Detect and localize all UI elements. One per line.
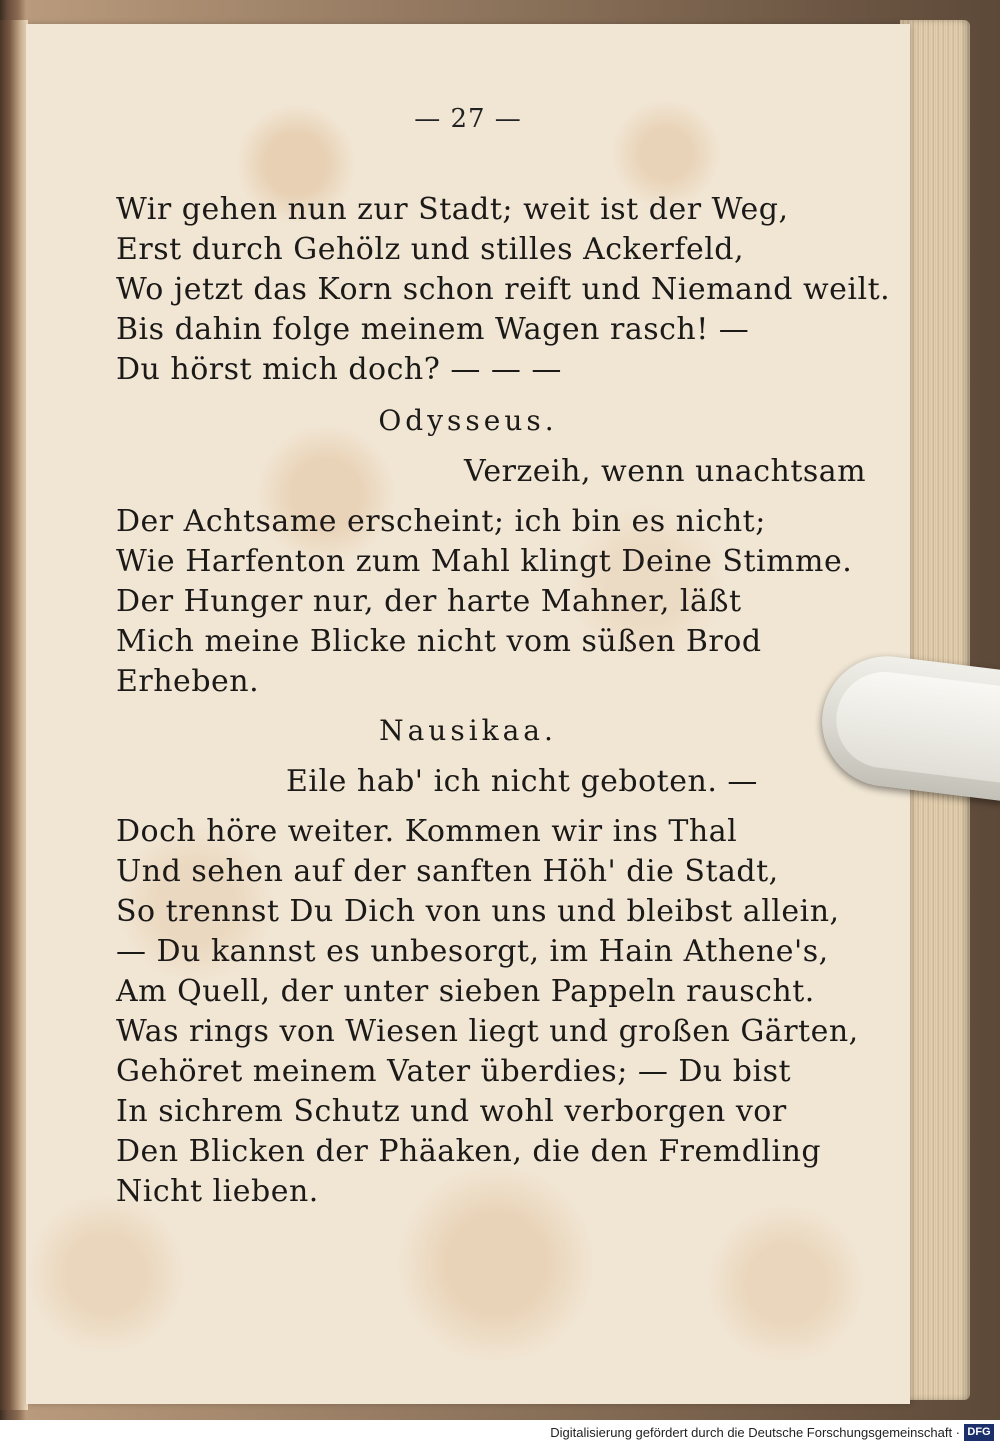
footer-credit: Digitalisierung gefördert durch die Deutsche Forschungsgemeinschaft ·	[550, 1425, 960, 1440]
speaker-heading: Nausikaa.	[379, 714, 557, 747]
verse-line: Erheben.	[116, 664, 260, 699]
speaker-heading: Odysseus.	[378, 404, 558, 437]
verse-line: Mich meine Blicke nicht vom süßen Brod	[116, 624, 762, 659]
verse-line: Verzeih, wenn unachtsam	[464, 454, 867, 489]
book-spine	[0, 20, 28, 1410]
verse-line: Erst durch Gehölz und stilles Ackerfeld,	[116, 232, 745, 267]
verse-line: Wo jetzt das Korn schon reift und Niemand weilt.	[116, 272, 891, 307]
footer-bar	[0, 1420, 1000, 1446]
verse-line: Gehöret meinem Vater überdies; — Du bist	[116, 1054, 792, 1089]
verse-line: Du hörst mich doch? — — —	[116, 352, 562, 387]
verse-line: Bis dahin folge meinem Wagen rasch! —	[116, 312, 750, 347]
verse-line: Den Blicken der Phäaken, die den Fremdling	[116, 1134, 822, 1169]
verse-line: Und sehen auf der sanften Höh' die Stadt,	[116, 854, 779, 889]
verse-line: — Du kannst es unbesorgt, im Hain Athene's,	[116, 934, 829, 969]
verse-line: Am Quell, der unter sieben Pappeln rauscht.	[116, 974, 815, 1009]
verse-line: Der Achtsame erscheint; ich bin es nicht;	[116, 504, 766, 539]
verse-line: Wir gehen nun zur Stadt; weit ist der Weg,	[116, 192, 789, 227]
book-page	[26, 24, 910, 1404]
verse-line: Eile hab' ich nicht geboten. —	[286, 764, 758, 799]
page-clamp-highlight	[831, 666, 1000, 783]
verse-line: In sichrem Schutz und wohl verborgen vor	[116, 1094, 787, 1129]
page-number: — 27 —	[414, 104, 522, 134]
verse-line: Nicht lieben.	[116, 1174, 319, 1209]
dfg-logo: DFG	[964, 1424, 994, 1441]
verse-line: So trennst Du Dich von uns und bleibst allein,	[116, 894, 840, 929]
verse-line: Wie Harfenton zum Mahl klingt Deine Stimme.	[116, 544, 853, 579]
verse-line: Der Hunger nur, der harte Mahner, läßt	[116, 584, 742, 619]
verse-line: Was rings von Wiesen liegt und großen Gärten,	[116, 1014, 859, 1049]
verse-line: Doch höre weiter. Kommen wir ins Thal	[116, 814, 738, 849]
